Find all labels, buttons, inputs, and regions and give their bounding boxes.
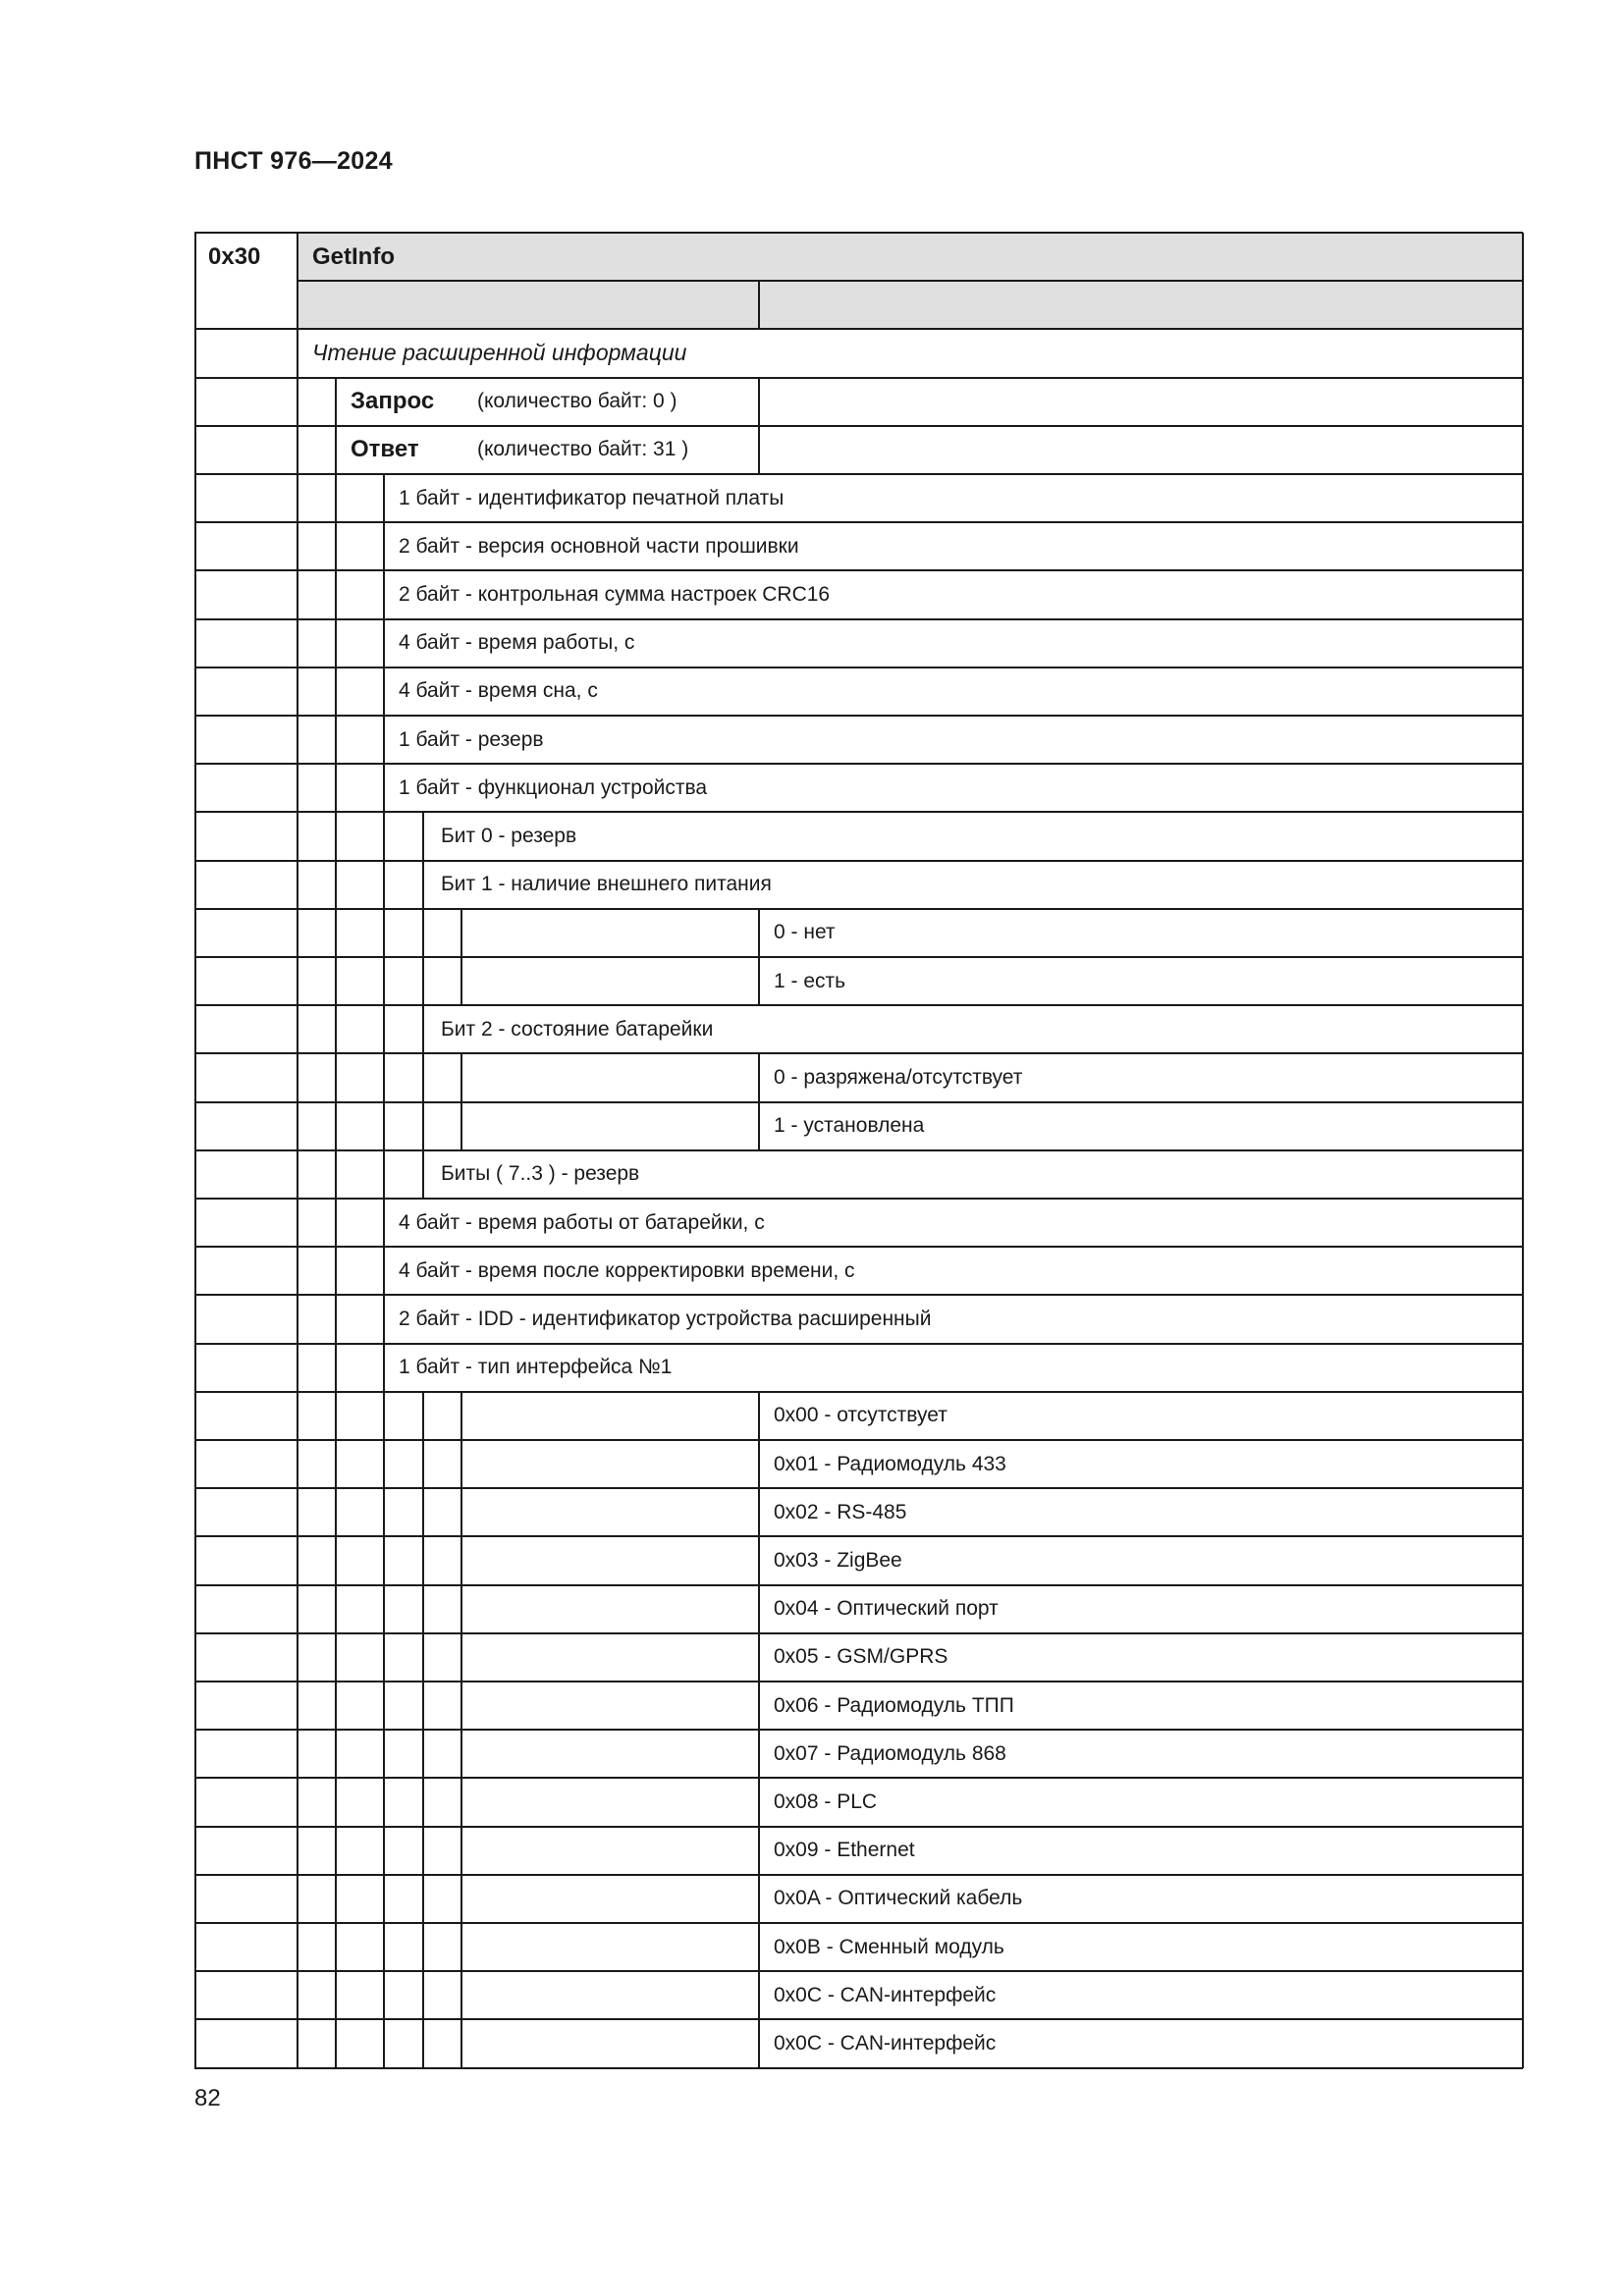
table-border [422,1488,424,1536]
table-border [335,522,337,570]
table-border [335,1488,337,1536]
response-size: (количество байт: 31 ) [477,438,689,461]
table-border [383,909,385,957]
table-border [335,909,337,957]
table-border [383,474,385,522]
table-border [383,1102,385,1150]
table-border [383,1875,385,1923]
table-row-text: 0x0C - CAN-интерфейс [774,1983,997,2006]
table-border [335,378,337,474]
table-border [297,280,1523,282]
table-border [758,1488,760,1536]
table-border [383,861,385,909]
table-row-text: 1 байт - резерв [399,727,544,751]
table-border [335,570,337,618]
table-border [335,764,337,812]
table-border [335,1005,337,1053]
table-border [460,1682,462,1730]
table-border [335,1247,337,1295]
table-border [460,909,462,957]
table-border [383,1633,385,1682]
table-row-text: 1 байт - тип интерфейса №1 [399,1356,673,1379]
table-row-text: 1 байт - функционал устройства [399,775,708,799]
table-border [335,1923,337,1971]
table-border [383,1585,385,1633]
table-border [335,716,337,764]
table-row-text: 0x02 - RS-485 [774,1500,907,1523]
table-border [335,1053,337,1101]
table-border [335,1199,337,1247]
request-label: Запрос [351,388,435,415]
table-border [383,1536,385,1584]
table-row-text: Бит 1 - наличие внешнего питания [441,873,772,896]
table-border [335,1440,337,1488]
table-border [335,619,337,667]
table-border [194,377,1523,379]
table-border [383,522,385,570]
document-title: ПНСТ 976—2024 [194,147,393,175]
table-row-text: 0x09 - Ethernet [774,1839,915,1862]
table-border [422,812,424,860]
table-border [758,1827,760,1875]
table-border [758,1730,760,1778]
table-border [460,1488,462,1536]
table-border [383,1827,385,1875]
table-border [460,1827,462,1875]
table-border [383,764,385,812]
table-border [422,1392,424,1440]
request-size: (количество байт: 0 ) [477,390,677,413]
table-border [383,1005,385,1053]
table-row-text: Бит 2 - состояние батарейки [441,1017,714,1041]
table-border [758,957,760,1005]
table-border-code-col [297,233,298,2068]
table-border [335,1150,337,1199]
table-border [335,1730,337,1778]
table-border [758,909,760,957]
table-border [422,1875,424,1923]
table-row-text: 0x07 - Радиомодуль 868 [774,1741,1006,1765]
table-row-text: Бит 0 - резерв [441,824,577,847]
table-row-text: Биты ( 7..3 ) - резерв [441,1162,640,1186]
table-border [383,812,385,860]
table-border [758,1923,760,1971]
table-border [335,1778,337,1826]
table-border [758,281,760,329]
table-border [422,1005,424,1053]
table-row-text: 0x03 - ZigBee [774,1548,902,1572]
table-border-right [1522,233,1524,2068]
table-border [335,1392,337,1440]
table-border [460,1392,462,1440]
table-border [460,1440,462,1488]
table-row-text: 0x06 - Радиомодуль ТПП [774,1693,1014,1717]
table-row-text: 0 - разряжена/отсутствует [774,1065,1023,1089]
table-border [422,1633,424,1682]
table-border [460,2019,462,2067]
table-border [335,957,337,1005]
table-row-text: 0x0C - CAN-интерфейс [774,2031,997,2055]
table-border [460,1633,462,1682]
table-border [383,1778,385,1826]
response-label: Ответ [351,436,419,463]
table-row-text: 0x0A - Оптический кабель [774,1887,1023,1910]
table-border [460,1923,462,1971]
table-border [335,1633,337,1682]
table-border [422,1150,424,1199]
table-border [335,1295,337,1343]
table-border-left [194,233,196,2068]
table-row-text: 2 байт - контрольная сумма настроек CRC16 [399,582,831,606]
table-border [758,1875,760,1923]
table-border [335,667,337,716]
table-border [422,1778,424,1826]
table-border [460,1585,462,1633]
table-border [758,1633,760,1682]
table-border [383,2019,385,2067]
table-row-text: 4 байт - время после корректировки времени, с [399,1258,855,1282]
table-border [383,1392,385,1440]
table-border [383,1247,385,1295]
table-border [335,1344,337,1392]
table-border [758,2019,760,2067]
table-border [460,1053,462,1101]
table-border [422,861,424,909]
table-border [460,1971,462,2019]
table-border [422,1102,424,1150]
table-border [335,1536,337,1584]
table-border [383,1440,385,1488]
table-border [758,378,760,474]
table-border [383,1682,385,1730]
table-border [383,1295,385,1343]
table-border [383,1344,385,1392]
table-border [758,1778,760,1826]
table-row-text: 0x0B - Сменный модуль [774,1935,1004,1958]
table-border [335,1585,337,1633]
table-border [335,1971,337,2019]
table-border [194,232,1523,234]
table-border [335,2019,337,2067]
table-border [422,957,424,1005]
table-row-text: 2 байт - IDD - идентификатор устройства расширенный [399,1307,932,1330]
table-border [383,1150,385,1199]
table-border [460,1875,462,1923]
table-row-text: 1 байт - идентификатор печатной платы [399,486,785,509]
table-border [335,474,337,522]
table-border [758,1392,760,1440]
command-name: GetInfo [312,242,395,270]
table-border [460,1778,462,1826]
table-border [758,1682,760,1730]
table-border [383,1730,385,1778]
table-border [383,1923,385,1971]
table-border [335,812,337,860]
table-border [383,1488,385,1536]
table-row-text: 4 байт - время работы, с [399,631,635,655]
table-row-text: 0x00 - отсутствует [774,1404,947,1427]
table-row-text: 0x08 - PLC [774,1789,878,1813]
header-shading [297,281,1523,329]
table-border [460,1102,462,1150]
command-code: 0x30 [208,242,261,270]
table-border [422,1682,424,1730]
table-border [422,1440,424,1488]
table-row-text: 4 байт - время работы от батарейки, с [399,1210,765,1234]
table-border [335,1102,337,1150]
table-border [422,1923,424,1971]
table-border [335,1827,337,1875]
table-border [758,1536,760,1584]
table-border [383,570,385,618]
table-border [383,1971,385,2019]
table-border [460,957,462,1005]
table-border [383,716,385,764]
table-border [422,1585,424,1633]
table-row-text: 1 - есть [774,969,846,992]
table-border [422,1730,424,1778]
table-border [335,1875,337,1923]
table-row-text: 0 - нет [774,921,836,944]
table-border [194,425,1523,427]
table-row-text: 2 байт - версия основной части прошивки [399,534,799,558]
table-border [335,1682,337,1730]
table-border [460,1536,462,1584]
table-border [335,861,337,909]
table-border [383,957,385,1005]
page-number: 82 [194,2085,221,2111]
table-border [422,1536,424,1584]
table-border [758,1971,760,2019]
table-border [383,1053,385,1101]
table-border [758,1053,760,1101]
table-row-text: 1 - установлена [774,1114,925,1138]
table-border [758,1102,760,1150]
table-border [383,667,385,716]
table-row-text: 0x05 - GSM/GPRS [774,1645,948,1669]
table-row-text: 4 байт - время сна, с [399,679,598,703]
table-border [758,1585,760,1633]
table-border [383,619,385,667]
table-border [422,1053,424,1101]
table-border [422,909,424,957]
table-row-text: 0x04 - Оптический порт [774,1597,999,1621]
table-border [460,1730,462,1778]
command-description: Чтение расширенной информации [312,340,687,366]
table-border [422,1827,424,1875]
table-border [422,2019,424,2067]
table-border [383,1199,385,1247]
table-border [758,1440,760,1488]
table-border [422,1971,424,2019]
table-border [194,328,1523,330]
table-row-text: 0x01 - Радиомодуль 433 [774,1452,1006,1475]
